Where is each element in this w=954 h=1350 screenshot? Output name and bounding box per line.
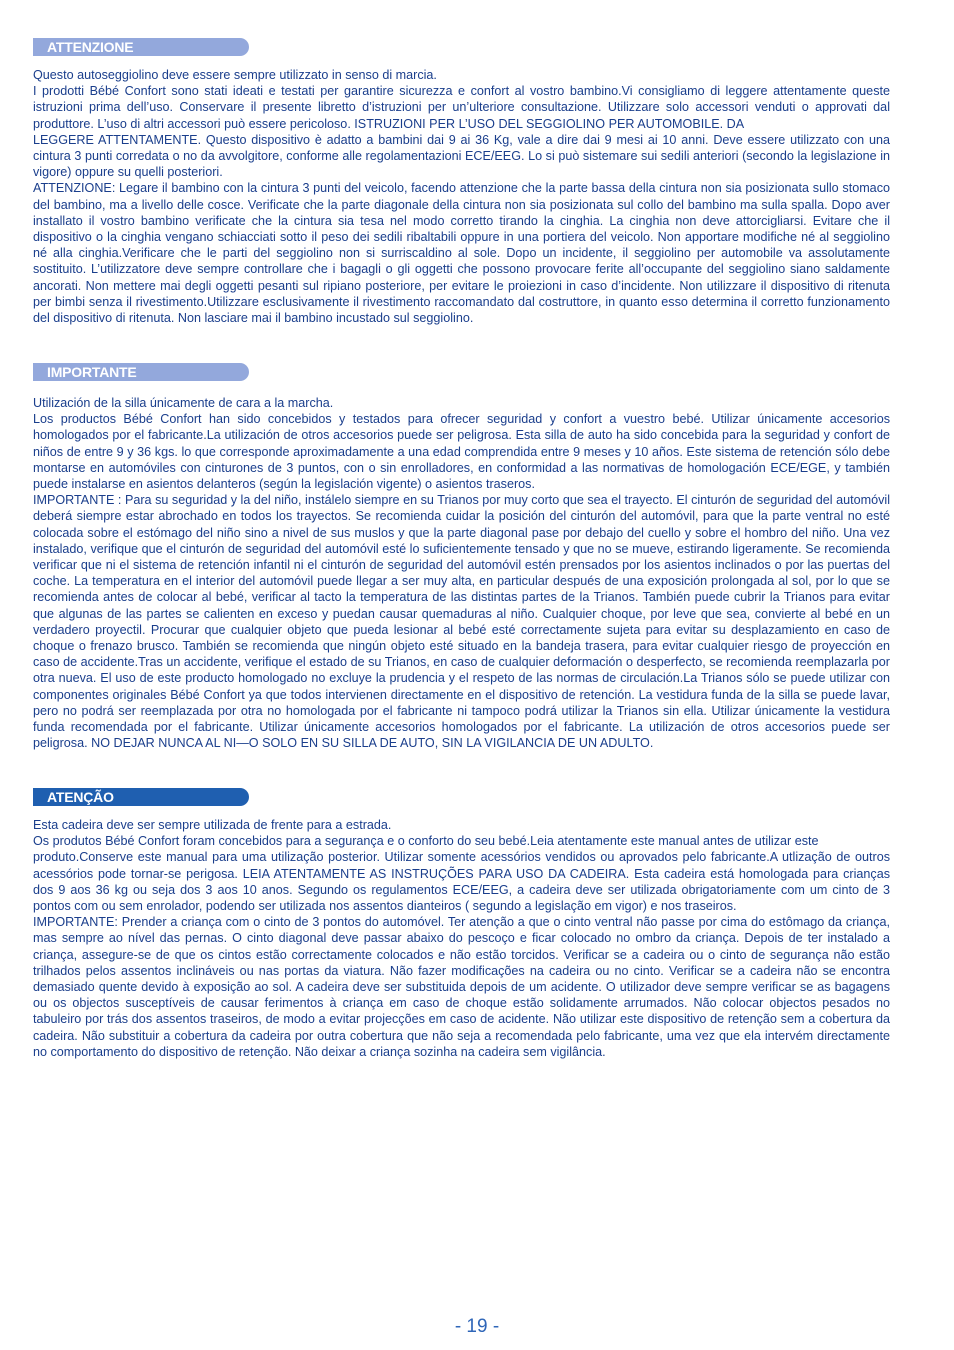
paragraph: ATTENZIONE: Legare il bambino con la cintura 3 punti del veicolo, facendo attenzione che la parte bassa della cintura non sia posizionata sullo stomaco del bambino, ma a livello delle cosce. Verificate che la parte diagonale della cintura non sia posizionata sul collo del bambino ma sulla spalla. Dopo aver installato il vostro bambino verificate che la cintura sia tesa nel modo corretto tirando la cinghia. La cinghia non deve attorcigliarsi. Evitare che il dispositivo o la cinghia vengano schiacciati sotto il peso dei sedili ribaltabili oppure in una portiera del veicolo. Non apportare modifiche né al seggiolino né alla cinghia.Verificare che le parti del seggiolino non si surriscaldino al sole. Dopo un incidente, il seggiolino per automobile va assolutamente sostituito. L’utilizzatore deve sempre controllare che i bagagli o gli oggetti che possono provocare ferite all’occupante del seggiolino siano saldamente ancorati. Non mettere mai degli oggetti pesanti sul ripiano posteriore, per evitare le proiezioni in caso d’incidente. Non utilizzare il dispositivo di ritenuta per bimbi senza il rivestimento.Utilizzare esclusivamente il rivestimento raccomandato dal costruttore, in quanto esso determina il corretto funzionamento del dispositivo di ritenuta. Non lasciare mai il bambino incustado sul seggiolino. [33,181,890,326]
section-heading-attenzione: ATTENZIONE [33,38,249,56]
paragraph: Utilización de la silla únicamente de cara a la marcha. [33,396,334,410]
paragraph: Questo autoseggiolino deve essere sempre utilizzato in senso di marcia. [33,68,437,82]
paragraph: Esta cadeira deve ser sempre utilizada de frente para a estrada. [33,818,392,832]
paragraph: IMPORTANTE : Para su seguridad y la del niño, instálelo siempre en su Trianos por muy corto que sea el trayecto. El cinturón de seguridad del automóvil deberá siempre estar abrochado en todos los trayectos. Se recomienda cuidar la posición del cinturón del automóvil, para que la parte ventral no esté colocada sobre el estómago del niño sino a nivel de sus muslos y que la parte diagonal pase por debajo del cuello y sobre el hombro del niño. Una vez instalado, verifique que el cinturón de seguridad del automóvil esté lo suficientemente tensado y que no se mueve, estirando ligeramente. Se recomienda verificar que ni el sistema de retención infantil ni el cinturón de seguridad del automóvil estén prensados por los asientos inclinados o por las puertas del coche. La temperatura en el interior del automóvil puede llegar a ser muy alta, en particular después de una exposición prolongada al sol, por lo que se recomienda antes de colocar al bebé, verificar al tacto la temperatura de las distintas partes de la Trianos. También puede cubrir la Trianos para evitar que algunas de las partes se calienten en exceso y puedan causar quemaduras al niño. Cualquier choque, por leve que sea, convierte al bebé en un verdadero proyectil. Procurar que cualquier objeto que pueda lesionar al bebé esté correctamente sujeta para evitar su desplazamiento en caso de choque o frenazo brusco. También se recomienda que ningún objeto esté situado en la bandeja trasera, para evitar cualquier riesgo de proyección en caso de accidente.Tras un accidente, verifique el estado de su Trianos, en caso de cualquier deformación o desperfecto, se recomienda reemplazarla por otra nueva. El uso de este producto homologado no excluye la prudencia y el respeto de las normas de circulación.La Trianos sólo se puede utilizar con componentes originales Bébé Confort ya que todos intervienen directamente en el dispositivo de retención. La vestidura funda de la silla se puede lavar, pero no podrá ser reemplazada por otra no homologada por el fabricante ni tampoco podrá utilizar la Trianos sin ella. Utilizar únicamente la vestidura funda recomendada por el fabricante. Utilizar únicamente accesorios homologados por el fabricante. La utilización de otros accesorios puede ser peligrosa. NO DEJAR NUNCA AL NI—O SOLO EN SU SILLA DE AUTO, SIN LA VIGILANCIA DE UN ADULTO. [33,493,890,751]
section-heading-importante: IMPORTANTE [33,363,249,381]
section-body-importante [33,395,890,751]
section-heading-atencao: ATENÇÃO [33,788,249,806]
section-body-atencao [33,817,890,1060]
paragraph: produto.Conserve este manual para uma utilização posterior. Utilizar somente acessórios vendidos ou aprovados pelo fabricante.A utlização de outros acessórios pode tornar-se perigosa. LEIA ATENTAMENTE AS INSTRUÇÕES PARA USO DA CADEIRA. Esta cadeira está homologada para crianças dos 9 aos 36 kg ou seja dos 3 aos 10 anos. Segundo os regulamentos ECE/EEG, a cadeira deve ser utilizada obrigatoriamente com um cinto de 3 pontos com ou sem enrolador, podendo ser utilizada nos assentos dianteiros ( segundo a legislação em vigor) e nos traseiros. [33,850,890,914]
paragraph: Los productos Bébé Confort han sido concebidos y testados para ofrecer seguridad y confort a vuestro bebé. Utilizar únicamente accesorios homologados por el fabricante.La utilización de otros accesorios puede ser peligrosa. Esta silla de auto ha sido concebida para la seguridad y confort de niños de entre 9 y 36 kgs. lo que corresponde aproximadamente a una edad comprendida entre 9 meses y 10 años. Este sistema de retención sólo debe montarse en automóviles con cinturones de 3 puntos, con o sin enrolladores, en conformidad a las normativas de homologación ECE/EGE, y también puede instalarse en asientos delanteros (según la legislación vigente) o asientos traseros. [33,412,890,492]
paragraph: Os produtos Bébé Confort foram concebidos para a segurança e o conforto do seu bebé.Leia atentamente este manual antes de utilizar este [33,834,819,849]
page-number: - 19 - [454,1316,500,1337]
paragraph: LEGGERE ATTENTAMENTE. Questo dispositivo è adatto a bambini dai 9 ai 36 Kg, vale a dire dai 9 mesi ai 10 anni. Deve essere utilizzato con una cintura 3 punti corredata o no da avvolgitore, conforme alle regolamentazioni ECE/EEG. Lo si può sistemare sui sedili anteriori (secondo la legislazione in vigore) oppure su quelli posteriori. [33,132,890,180]
paragraph: IMPORTANTE: Prender a criança com o cinto de 3 pontos do automóvel. Ter atenção a que o cinto ventral não passe por cima do estômago da criança, mas sempre ao nível das pernas. O cinto diagonal deve passar abaixo do pescoço e ficar colocado no ombro da criança. Depois de ter instalado a criança, assegure-se de que os cintos estão correctamente colocados e não estão torcidos. Verificar se a cadeira ou o cinto de segurança não estão trilhados pelos assentos inclináveis ou nas portas da viatura. Não fazer modificações na cadeira ou no cinto. Verificar se a cadeira não se encontra demasiado quente devido à exposição ao sol. A cadeira deve ser substituida depois de um acidente. O utilizador deve sempre verificar se as bagagens ou os objectos susceptíveis de causar ferimentos à criança em caso de choque estão solidamente arrumados. Não colocar objectos pesados no tabuleiro por trás dos assentos traseiros, de modo a evitar projecções em caso de acidente. Não utilizar este dispositivo de retenção sem a cobertura da cadeira. Não substituir a cobertura da cadeira por outra cobertura que não seja a recomendada pelo fabricante, uma vez que ela intervém directamente no comportamento do dispositivo de retenção. Não deixar a criança sozinha na cadeira sem vigilância. [33,915,890,1059]
paragraph: I prodotti Bébé Confort sono stati ideati e testati per garantire sicurezza e confort al vostro bambino.Vi consigliamo di leggere attentamente queste istruzioni prima dell’uso. Conservare il presente libretto d’istruzioni per un’ulteriore consultazione. Utilizzare solo accessori venduti o approvati dal produttore. L’uso di altri accessori può essere pericoloso. ISTRUZIONI PER L’USO DEL SEGGIOLINO PER AUTOMOBILE. DA [33,84,890,131]
section-body-attenzione [33,67,890,326]
